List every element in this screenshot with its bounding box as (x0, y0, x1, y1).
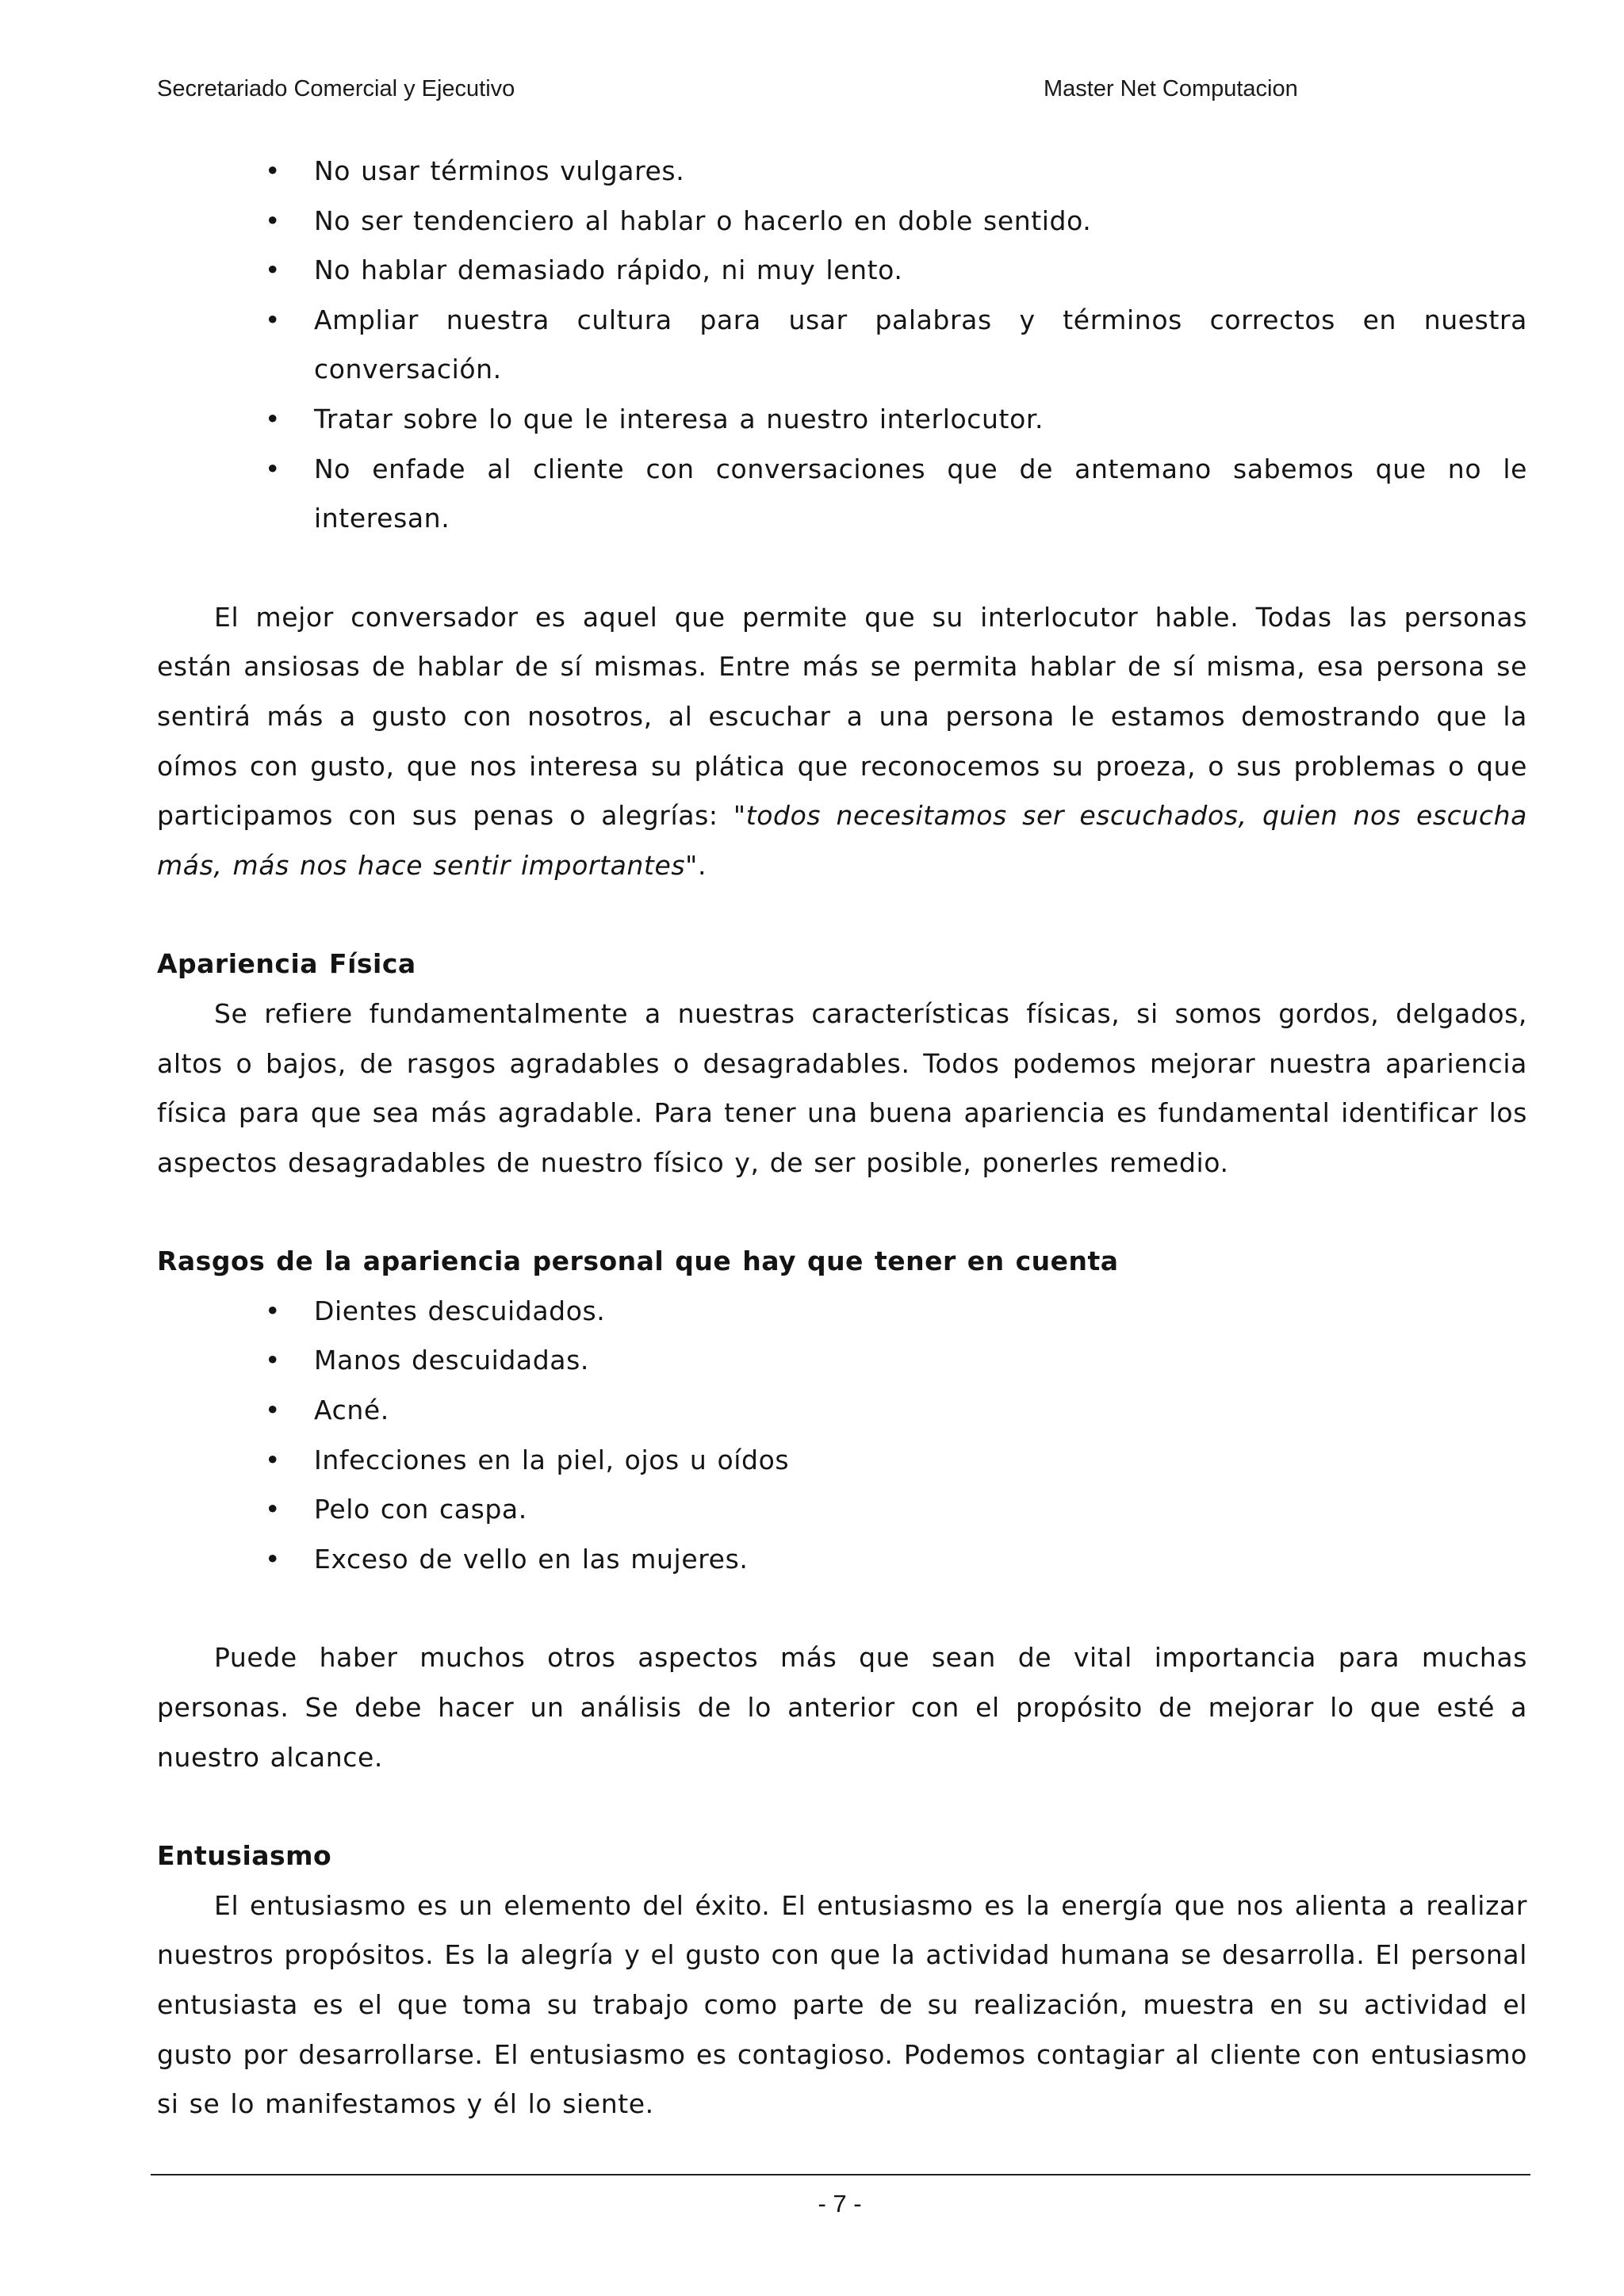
header-right: Master Net Computacion (1044, 76, 1298, 101)
heading-rasgos: Rasgos de la apariencia personal que hay que tener en cuenta (157, 1246, 1119, 1277)
list-item: • Manos descuidadas. (314, 1336, 1527, 1386)
list-item: • Dientes descuidados. (314, 1287, 1527, 1337)
page-number: - 7 - (818, 2190, 862, 2218)
list-item: • No hablar demasiado rápido, ni muy lento. (314, 246, 1527, 296)
list-item: • No enfade al cliente con conversaciones que de antemano sabemos que no le interesan. (314, 445, 1527, 544)
list-item: • Exceso de vello en las mujeres. (314, 1535, 1527, 1585)
rasgos-paragraph: Puede haber muchos otros aspectos más que sean de vital importancia para muchas personas. Se debe hacer un análisis de lo anterior con el propósito de mejorar lo que esté a nuestro alcance. (157, 1642, 1527, 1773)
list-item: • Infecciones en la piel, ojos u oídos (314, 1436, 1527, 1486)
entusiasmo-paragraph: El entusiasmo es un elemento del éxito. El entusiasmo es la energía que nos alienta a realizar nuestros propósitos. Es la alegría y el gusto con que la actividad humana se desarrolla. El personal entusiasta es el que toma su trabajo como parte de su realización, muestra en su actividad el gusto por desarrollarse. El entusiasmo es contagioso. Podemos contagiar al cliente con entusiasmo si se lo manifestamos y él lo siente. (157, 1889, 1528, 2120)
conversador-paragraph (157, 593, 1527, 891)
list-item: • No ser tendenciero al hablar o hacerlo en doble sentido. (314, 197, 1527, 247)
paragraph-text: El mejor conversador es aquel que permite que su interlocutor hable. Todas las personas están ansiosas de hablar de sí mismas. Entre más se permita hablar de sí misma, esa persona se sentirá más a gusto con nosotros, al escuchar a una persona le estamos demostrando que la oímos con gusto, que nos interesa su plática que reconocemos su proeza, o sus problemas o que participamos con sus penas o alegrías: " (157, 601, 1527, 832)
footer-divider (151, 2174, 1530, 2175)
list-item: • Tratar sobre lo que le interesa a nuestro interlocutor. (314, 395, 1527, 445)
heading-apariencia-fisica: Apariencia Física (157, 948, 416, 980)
rasgos-list (157, 1287, 1527, 1585)
apariencia-paragraph: Se refiere fundamentalmente a nuestras características físicas, si somos gordos, delgados, altos o bajos, de rasgos agradables o desagradables. Todos podemos mejorar nuestra apariencia física para que sea más agradable. Para tener una buena apariencia es fundamental identificar los aspectos desagradables de nuestro físico y, de ser posible, ponerles remedio. (157, 997, 1527, 1178)
list-item: • Acné. (314, 1386, 1527, 1436)
page-content (157, 147, 1527, 2130)
conversation-rules-list (157, 147, 1527, 544)
italic-quote: todos necesitamos ser escuchados, quien nos escucha más, más nos hace sentir importantes (157, 800, 1528, 881)
list-item: • Ampliar nuestra cultura para usar palabras y términos correctos en nuestra conversación. (314, 296, 1527, 395)
heading-entusiasmo: Entusiasmo (157, 1840, 332, 1872)
list-item: • Pelo con caspa. (314, 1485, 1527, 1535)
quote-end: ". (685, 849, 707, 881)
header-left: Secretariado Comercial y Ejecutivo (157, 76, 515, 101)
list-item: • No usar términos vulgares. (314, 147, 1527, 197)
